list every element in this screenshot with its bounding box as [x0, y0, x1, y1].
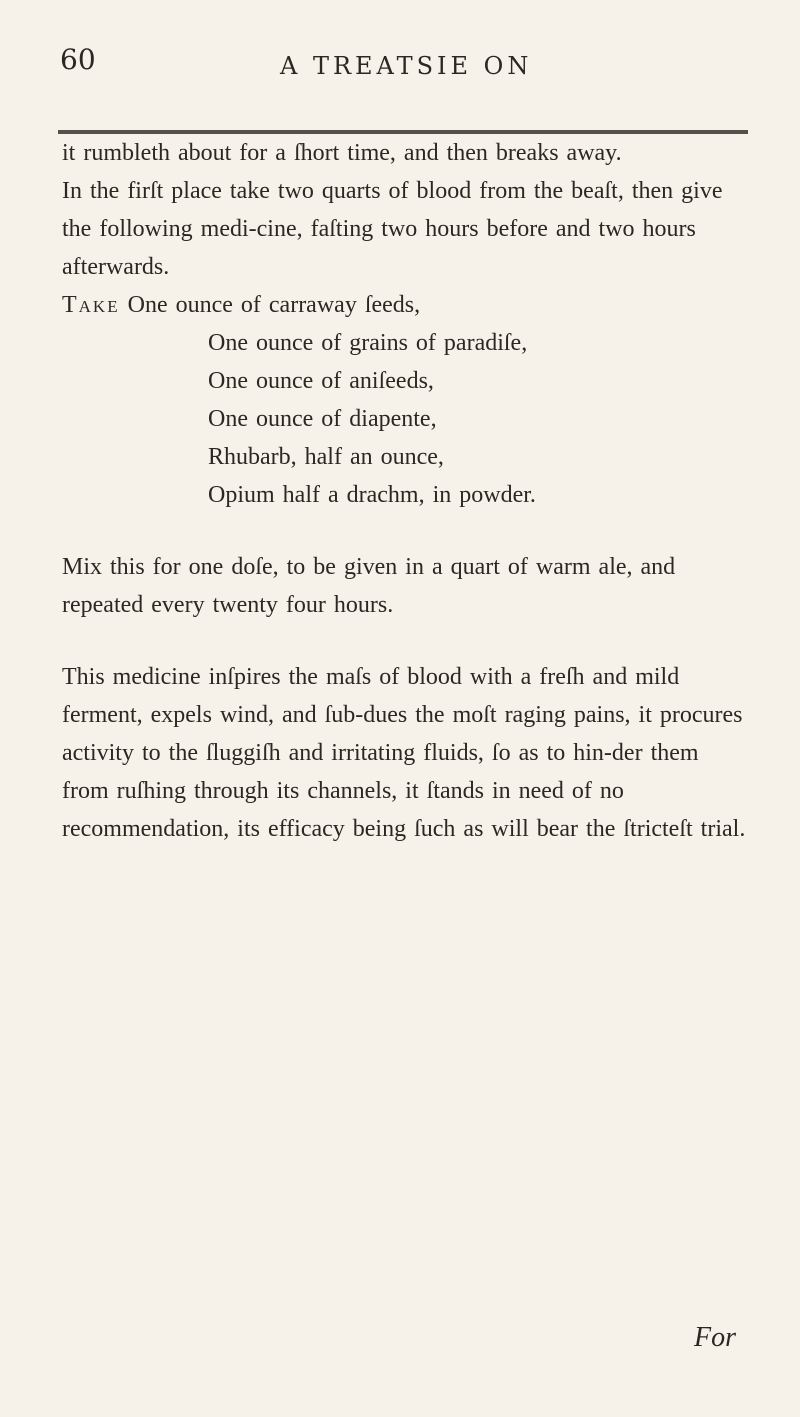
recipe-line-6: Opium half a drachm, in powder. — [208, 482, 536, 508]
recipe-line-5: Rhubarb, half an ounce, — [208, 444, 444, 470]
page-body — [62, 134, 752, 848]
catchword: For — [694, 1322, 736, 1353]
recipe-block — [62, 286, 752, 514]
page-number: 60 — [60, 43, 96, 76]
spacer — [62, 624, 752, 658]
recipe-line-4: One ounce of diapente, — [208, 406, 437, 432]
recipe-line-2: One ounce of grains of paradiſe, — [208, 330, 528, 356]
paragraph-4: This medicine inſpires the maſs of blood with a freſh and mild ferment, expels wind, and ſub-dues the moſt raging pains, it procures activity to the ſluggiſh and irritating fluids, ſo as to hin-der them from ruſhing through its channels, it ſtands in need of no recommendation, its efficacy being ſuch as will bear the ſtricteſt trial. — [62, 664, 746, 842]
take-label: Take — [62, 292, 120, 318]
recipe-line-1-text: One ounce of carraway ſeeds, — [127, 292, 421, 318]
paragraph-2: In the firſt place take two quarts of blood from the beaſt, then give the following medi-cine, faſting two hours before and two hours afterwards. — [62, 178, 723, 280]
page-header — [0, 36, 800, 86]
recipe-line-1 — [62, 286, 752, 324]
running-title: A TREATSIE ON — [280, 52, 533, 80]
paragraph-1: it rumbleth about for a ſhort time, and then breaks away. — [62, 140, 622, 166]
paragraph-3: Mix this for one doſe, to be given in a quart of warm ale, and repeated every twenty four hours. — [62, 554, 676, 618]
recipe-line-3: One ounce of aniſeeds, — [208, 368, 434, 394]
